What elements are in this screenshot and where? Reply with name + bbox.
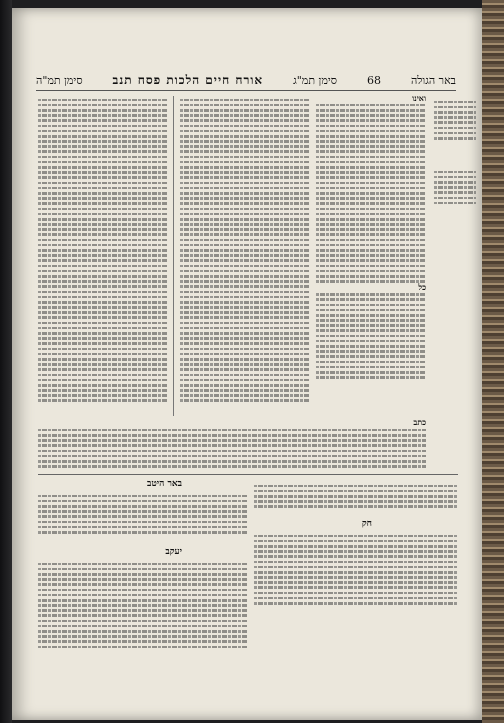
main-text-right — [316, 96, 426, 416]
commentary-heading-baer-heitev: באר היטב — [147, 479, 182, 489]
main-text-left — [38, 96, 168, 416]
commentary-heading-chok: חק — [361, 519, 372, 529]
full-width-paragraph — [38, 420, 426, 468]
commentary-right-top — [254, 482, 458, 514]
commentary-left-bottom — [38, 560, 248, 670]
main-text-middle — [180, 96, 310, 416]
column-divider — [173, 96, 174, 416]
lead-word-3: כתב — [413, 420, 426, 427]
commentary-right-bottom — [254, 532, 458, 622]
header-siman-left: סימן תמ"ה — [36, 73, 83, 87]
margin-commentary-lower — [434, 168, 476, 228]
header-title: אורח חיים הלכות פסח תנב — [112, 72, 264, 87]
commentary-heading-yaakov: יעקב — [165, 547, 182, 557]
running-header — [36, 70, 456, 91]
commentary-left-top — [38, 492, 248, 542]
commentary-separator — [38, 474, 458, 475]
book-page — [12, 8, 482, 720]
lead-word-2: כל — [418, 282, 426, 293]
margin-commentary-upper — [434, 98, 476, 158]
header-page-number: 68 — [366, 73, 381, 87]
lead-word-1: ואינו — [412, 96, 426, 103]
header-siman-right: סימן תמ"ג — [293, 73, 337, 87]
book-spine — [482, 0, 504, 723]
header-section-label: באר הגולה — [410, 73, 456, 87]
book-left-edge — [0, 0, 12, 723]
